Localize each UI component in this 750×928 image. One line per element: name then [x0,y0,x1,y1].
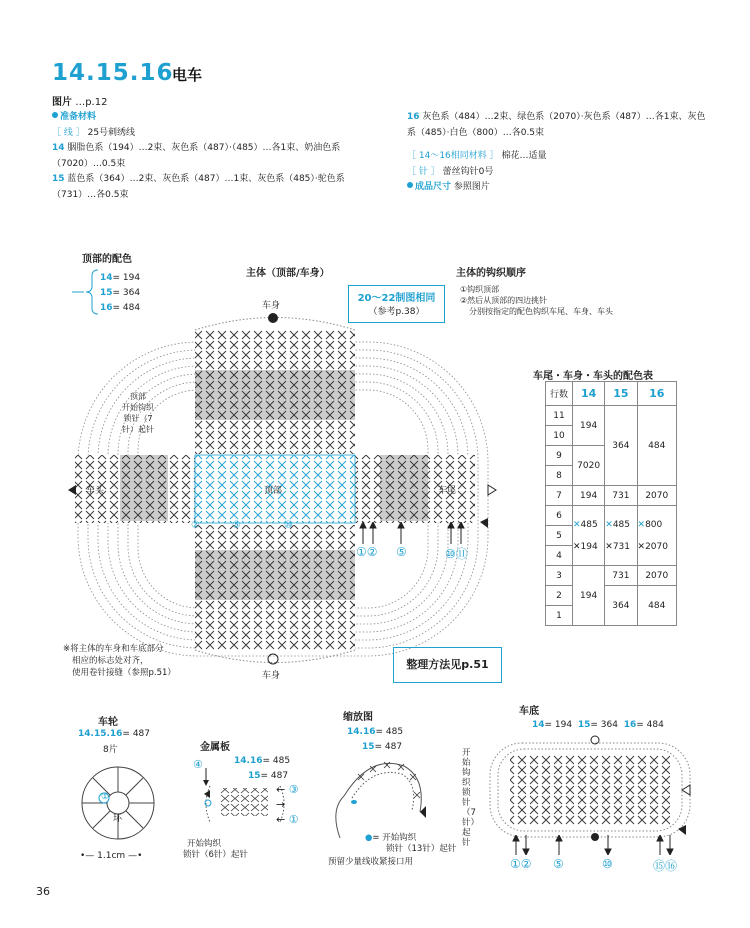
order-title: 主体的钩织顺序 [456,268,526,279]
wheel-spec: 14.15.16= 487 [78,729,151,739]
metal-spec-2: 15= 487 [248,771,289,781]
pantograph-spec-1: 14.16= 485 [347,727,404,737]
pantograph-title: 缩放图 [343,712,373,723]
metal-mark-4: ④ [193,758,203,771]
materials-right: 16 灰色系（484）…2束、绿色系（2070）·灰色系（487）…各1束、灰色系（485）·白色（800）…各0.5束 ［ 14～16相同材料 ］ 棉花…适量 ［ 针 ］ 蕾丝钩针0号 成品尺寸 参照图片 [407,112,706,192]
label-tail: 车尾 [438,486,457,496]
bullet-icon [407,182,413,188]
pattern-title: 电车 [172,66,203,84]
pantograph-spec-2: 15= 487 [362,742,403,752]
bottom-chart [480,735,700,845]
label-head: 车头 [86,486,105,496]
label-body-bottom: 车身 [262,671,281,681]
main-body-title: 主体（顶部/车身） [246,268,330,279]
color-table-title: 车尾・车身・车头的配色表 [533,371,653,382]
bullet-icon [52,112,58,118]
order-steps: ①钩织顶部 ②然后从顶部的四边挑针 分别按指定的配色钩织车尾、车身、车头 [460,285,613,316]
pantograph-start: ●= 开始钩织 锁针（13针）起针 [365,833,457,854]
inner-mark: ② [191,520,200,531]
bottom-mark: ⑮⑯ [653,859,678,873]
bottom-arrows [505,835,685,855]
wheel-count: 8片 [103,745,118,755]
materials-heading: 准备材料 [60,112,97,122]
join-note: ※将主体的车身和车底部分 相应的标志处对齐， 使用卷针接缝（参照p.51） [63,644,176,678]
bottom-mark: ①② [510,857,532,871]
bottom-title: 车底 [519,706,539,717]
label-top: 顶部 [264,486,283,496]
bottom-mark: ⑤ [553,857,564,871]
bottom-spec: 14= 194 15= 364 16= 484 [532,720,664,730]
bottom-vertical: 开始钩织 锁针（7针）起针 [462,748,476,848]
color-table: 行数 14 15 16 11 194 364 484 10 9 7020 8 7 194 731 2070 6 ✕485 ✕194 ✕485 ✕731 ✕800 ✕2070 5 4 3 194 731 2070 2 364 484 1 [545,381,677,626]
inner-mark: ⑩ [284,520,293,531]
page-number: 36 [36,885,50,898]
bottom-mark: ⑩ [602,857,613,871]
row-mark: ⑩⑪ [445,547,468,561]
finish-box: 整理方法见p.51 [393,647,502,683]
wheel-title: 车轮 [98,717,118,728]
inner-mark: ⑤ [232,520,241,531]
top-color-title: 顶部的配色 [82,254,132,265]
wheel-round-mark: ① [101,792,110,802]
metal-arrows: ← ③ → ← ① [276,783,299,826]
row-mark: ⑤ [396,545,407,559]
reference-box: 20～22制图相同 （参考p.38） [348,285,445,323]
label-body-top: 车身 [262,301,281,311]
top-color-list: 14= 194 15= 364 16= 484 [100,273,141,313]
picture-ref: 图片 …p.12 [52,97,108,108]
metal-start: 开始钩织 锁针（6针）起针 [183,839,248,860]
pantograph-note: 预留少量线收紧接口用 [328,857,414,867]
wheel-chart [80,765,156,841]
wheel-size: •— 1.1cm —• [80,851,143,861]
pattern-number: 14.15.16 [52,60,174,86]
wheel-ring-label: 环 [113,814,123,824]
start-note: 顶部 开始钩织 锁针（7 针）起针 [122,392,154,434]
materials-left: 准备材料 ［ 线 ］ 25号刺绣线 14 胭脂色系（194）…2束、灰色系（487）·（485）…各1束、奶油色系（7020）…0.5束 15 蓝色系（364）…2束、灰色系（487）…1束、灰色系（485）·驼色系（731）…各0.5束 [52,112,345,200]
row-mark: ①② [356,545,378,559]
pantograph-chart [330,752,440,842]
metal-title: 金属板 [200,742,230,753]
arrow-up-icons [355,522,475,546]
metal-spec-1: 14.16= 485 [234,756,291,766]
